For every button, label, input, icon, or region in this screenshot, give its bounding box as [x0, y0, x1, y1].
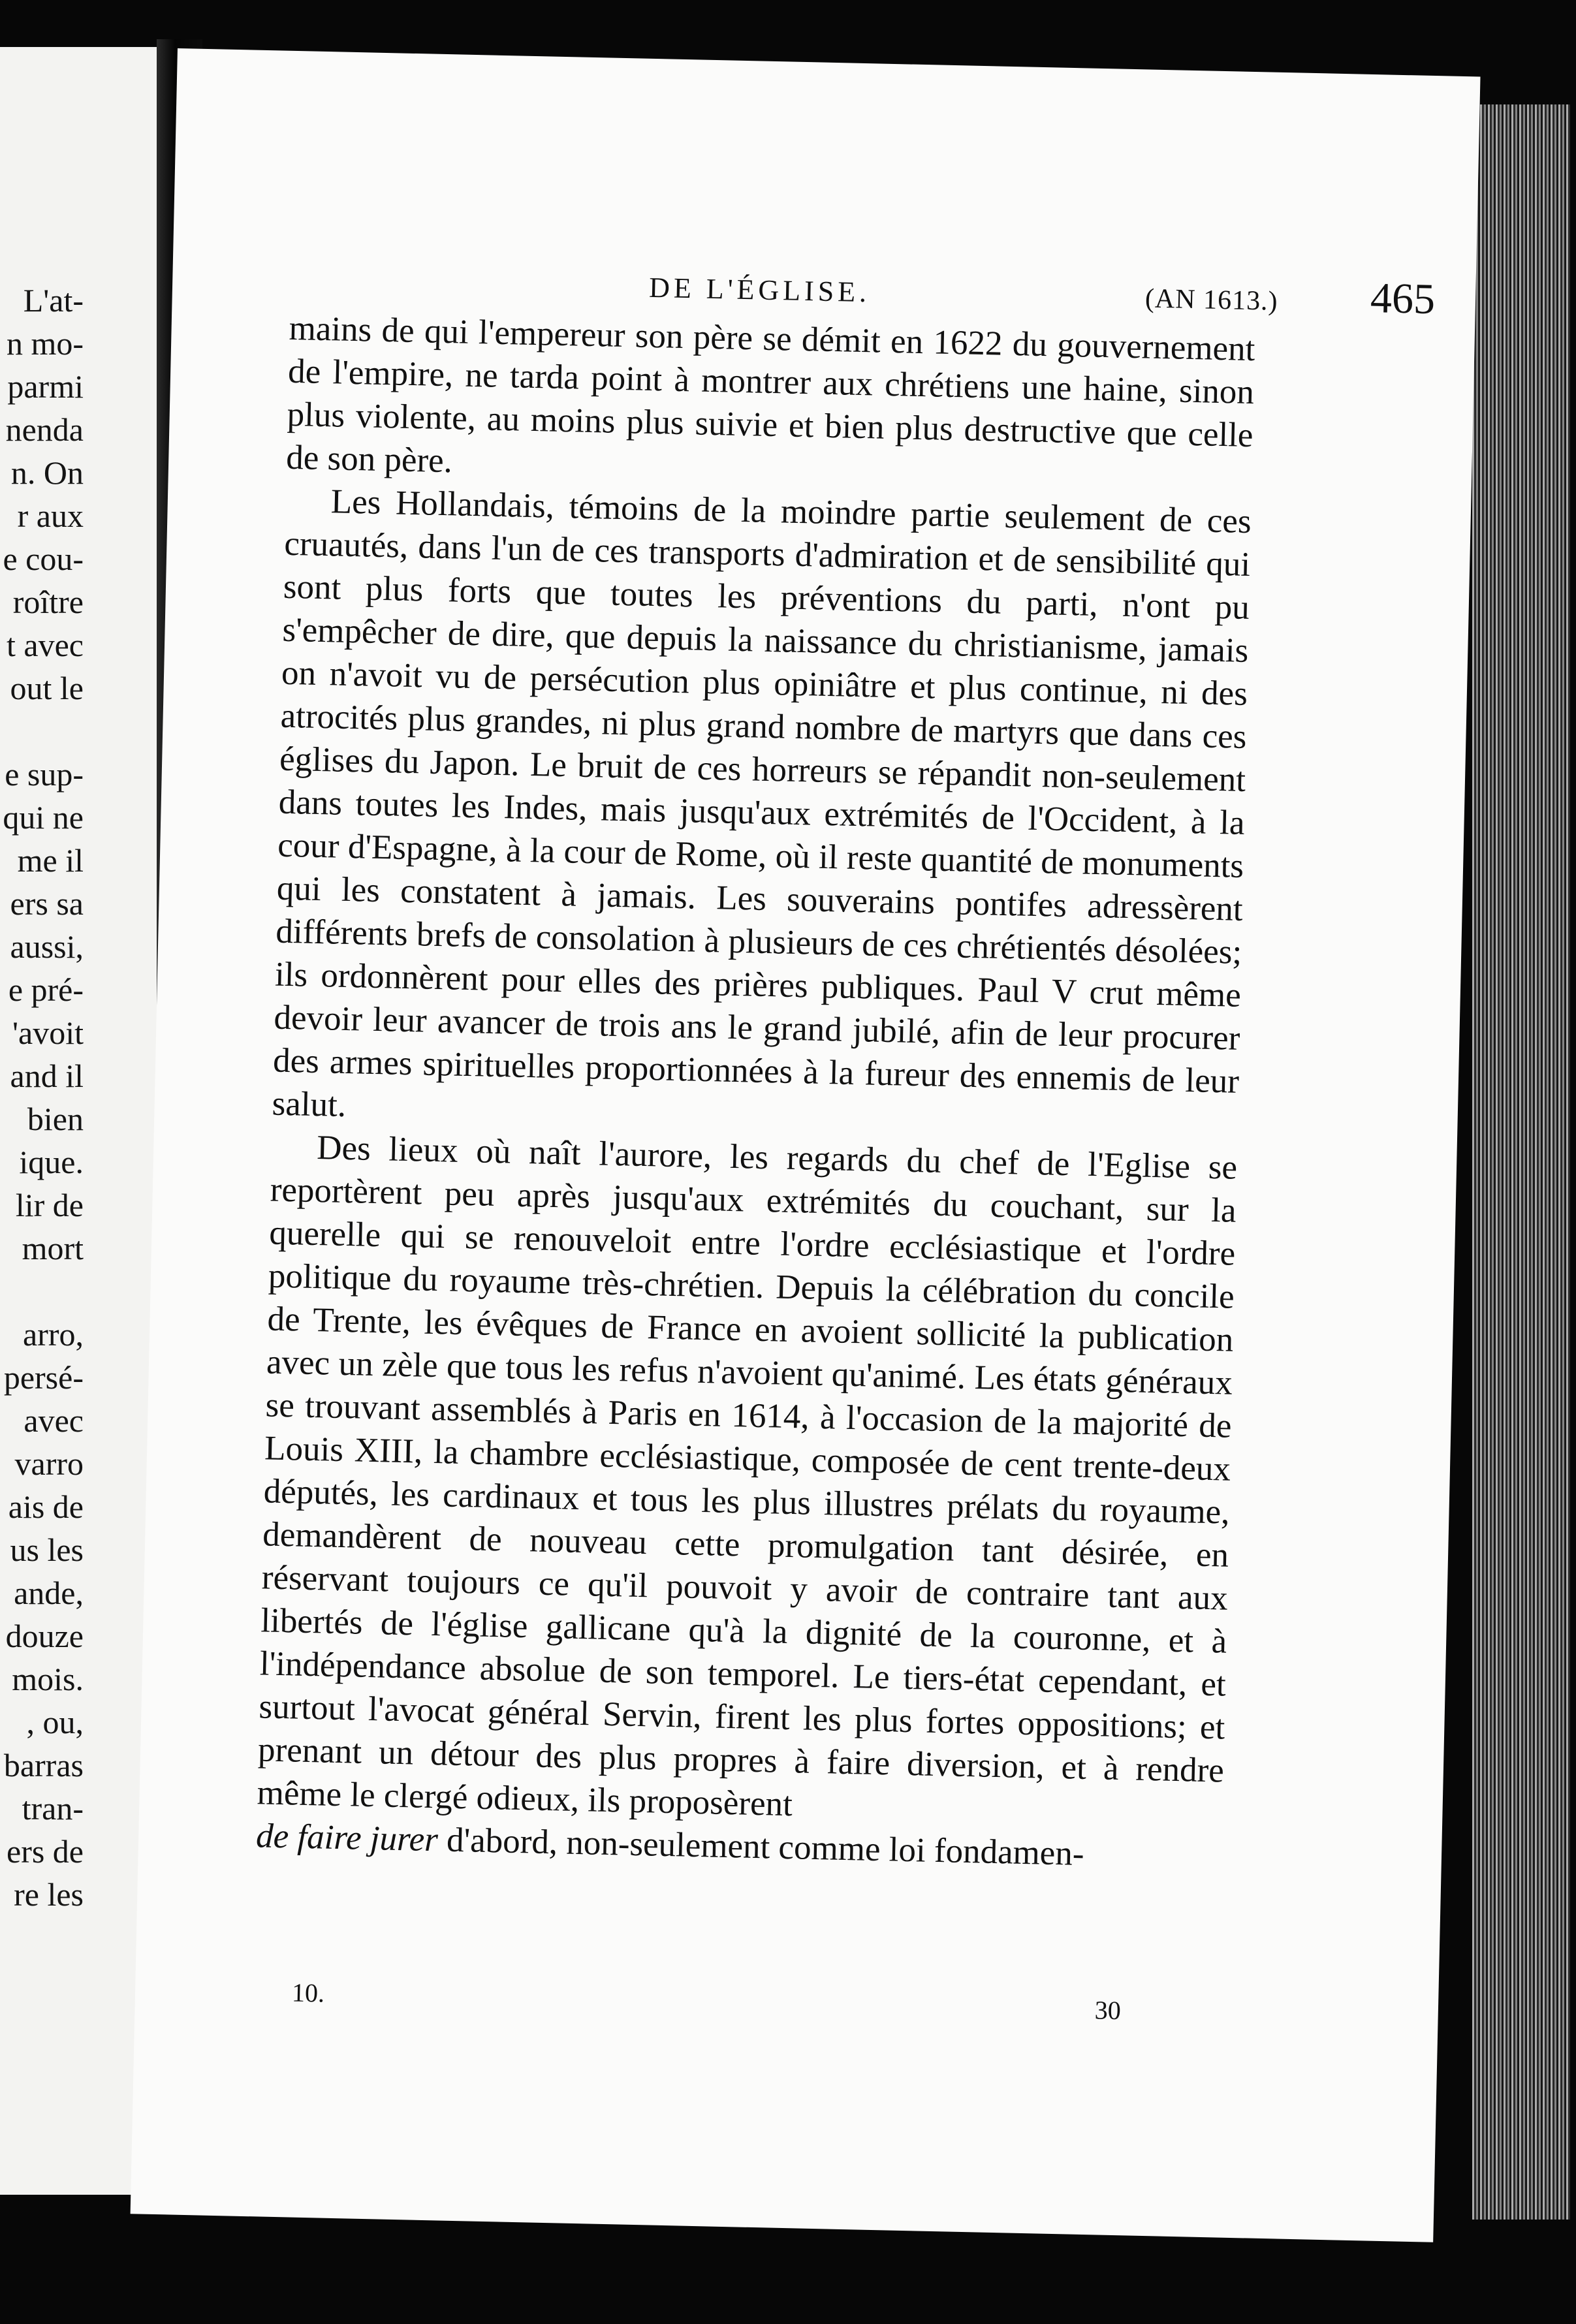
- facing-page-line: nenda: [5, 411, 84, 448]
- facing-page-line: L'at-: [23, 282, 84, 319]
- facing-page-line: bien: [27, 1101, 84, 1137]
- book-page: [131, 48, 1481, 2242]
- facing-page-line: e cou-: [3, 541, 84, 577]
- facing-page-line: n. On: [10, 454, 84, 491]
- facing-page-line: re les: [14, 1876, 84, 1913]
- running-head: DE L'ÉGLISE.: [648, 271, 871, 309]
- facing-page-line: [0, 1270, 84, 1313]
- facing-page-line: us les: [10, 1531, 84, 1568]
- facing-page-line: ers de: [7, 1833, 84, 1870]
- volume-number: 10.: [291, 1977, 325, 2008]
- facing-page-line: arro,: [23, 1316, 84, 1353]
- facing-page-line: parmi: [7, 368, 84, 405]
- paragraph-2: Les Hollandais, témoins de la moindre partie seulement de ces cruautés, dans l'un de ces transports d'admiration et de sensibilité qui sont plus forts que toutes les préventions du parti, n'ont pu s'empêcher de dire, que depuis la naissance du christianisme, jamais on n'avoit vu de persécution plus opiniâtre et plus continue, ni des atrocités plus grandes, ni plus grand nombre de martyrs que dans ces églises du Japon. Le bruit de ces horreurs se répandit non-seulement dans toutes les Indes, mais jusqu'aux extrémités de l'Occident, à la cour d'Espagne, à la cour de Rome, où il reste quantité de monuments qui les constatent à jamais. Les souverains pontifes adressèrent différents brefs de consolation à plusieurs de ces chrétientés désolées; ils ordonnèrent pour elles des prières publiques. Paul V crut même devoir leur avancer de trois ans le grand jubilé, afin de leur procurer des armes spirituelles proportionnées à la fureur des ennemis de leur salut.: [272, 482, 1252, 1125]
- facing-page-line: varro: [14, 1445, 84, 1482]
- facing-page-line: avec: [24, 1402, 84, 1439]
- facing-page-line: qui ne: [3, 799, 84, 836]
- facing-page-line: ais de: [8, 1488, 84, 1525]
- facing-page-line: persé-: [3, 1359, 84, 1396]
- signature-mark: 30: [1094, 1995, 1122, 2026]
- facing-page-line: out le: [10, 670, 84, 706]
- facing-page-line: n mo-: [6, 325, 84, 362]
- page-number: 465: [1370, 274, 1436, 324]
- facing-page-line: [0, 710, 84, 753]
- paragraph-1: mains de qui l'empereur son père se démit en 1622 du gouvernement de l'empire, ne tarda point à montrer aux chrétiens une haine, sinon plus violente, au moins plus suivie et bien plus destructive que celle de son père.: [285, 309, 1255, 480]
- facing-page-left: [0, 47, 157, 2195]
- facing-page-line: mort: [22, 1230, 84, 1266]
- facing-page-line: douze: [5, 1618, 84, 1654]
- facing-page-line: e pré-: [8, 971, 84, 1008]
- facing-page-line: 'avoit: [12, 1014, 84, 1051]
- facing-page-line: mois.: [12, 1661, 84, 1697]
- facing-page-line: tran-: [22, 1790, 84, 1827]
- paragraph-3: Des lieux où naît l'aurore, les regards du chef de l'Eglise se reportèrent peu après jusqu'aux extrémités du couchant, sur la querelle qui se renouveloit entre l'ordre ecclésiastique et l'ordre politique du royaume très-chrétien. Depuis la célébration du concile de Trente, les évêques de France en avoient sollicité la publication avec un zèle que tous les refus n'avoient qu'animé. Les états généraux se trouvant assemblés à Paris en 1614, à l'occasion de la majorité de Louis XIII, la chambre ecclésiastique, composée de cent trente-deux députés, les cardinaux et tous les plus illustres prélats du royaume, demandèrent de nouveau cette promulgation tant désirée, en réservant toujours ce qu'il pouvoit y avoir de contraire tant aux libertés de l'église gallicane qu'à la dignité de la couronne, et à l'indépendance absolue de son temporel. Le tiers-état cependant, et surtout l'avocat général Servin, firent les plus fortes oppositions; et prenant un détour des plus propres à faire diversion, et à rendre même le clergé odieux, ils proposèrent: [257, 1129, 1238, 1824]
- facing-page-line: lir de: [15, 1187, 84, 1223]
- facing-page-line: t avec: [7, 627, 84, 663]
- facing-page-line: barras: [3, 1747, 84, 1783]
- facing-page-line: ique.: [19, 1144, 84, 1180]
- facing-page-line: roître: [12, 584, 84, 620]
- italic-phrase: de faire jurer: [255, 1817, 439, 1859]
- facing-page-line: me il: [17, 842, 84, 879]
- facing-page-line: e sup-: [5, 756, 84, 793]
- facing-page-line: ers sa: [10, 885, 84, 922]
- paragraph-4-text: d'abord, non-seulement comme loi fondamen-: [437, 1821, 1085, 1873]
- facing-page-text: [0, 279, 84, 1916]
- year-marker: (AN 1613.): [1144, 283, 1279, 317]
- facing-page-line: aussi,: [10, 928, 84, 965]
- facing-page-line: r aux: [17, 497, 84, 534]
- facing-page-line: ande,: [14, 1575, 84, 1611]
- page-footer: [252, 1976, 1167, 2035]
- body-text: [256, 307, 1255, 1879]
- page-stack-edge: [1472, 104, 1570, 2220]
- facing-page-line: , ou,: [26, 1704, 84, 1740]
- facing-page-line: and il: [10, 1058, 84, 1094]
